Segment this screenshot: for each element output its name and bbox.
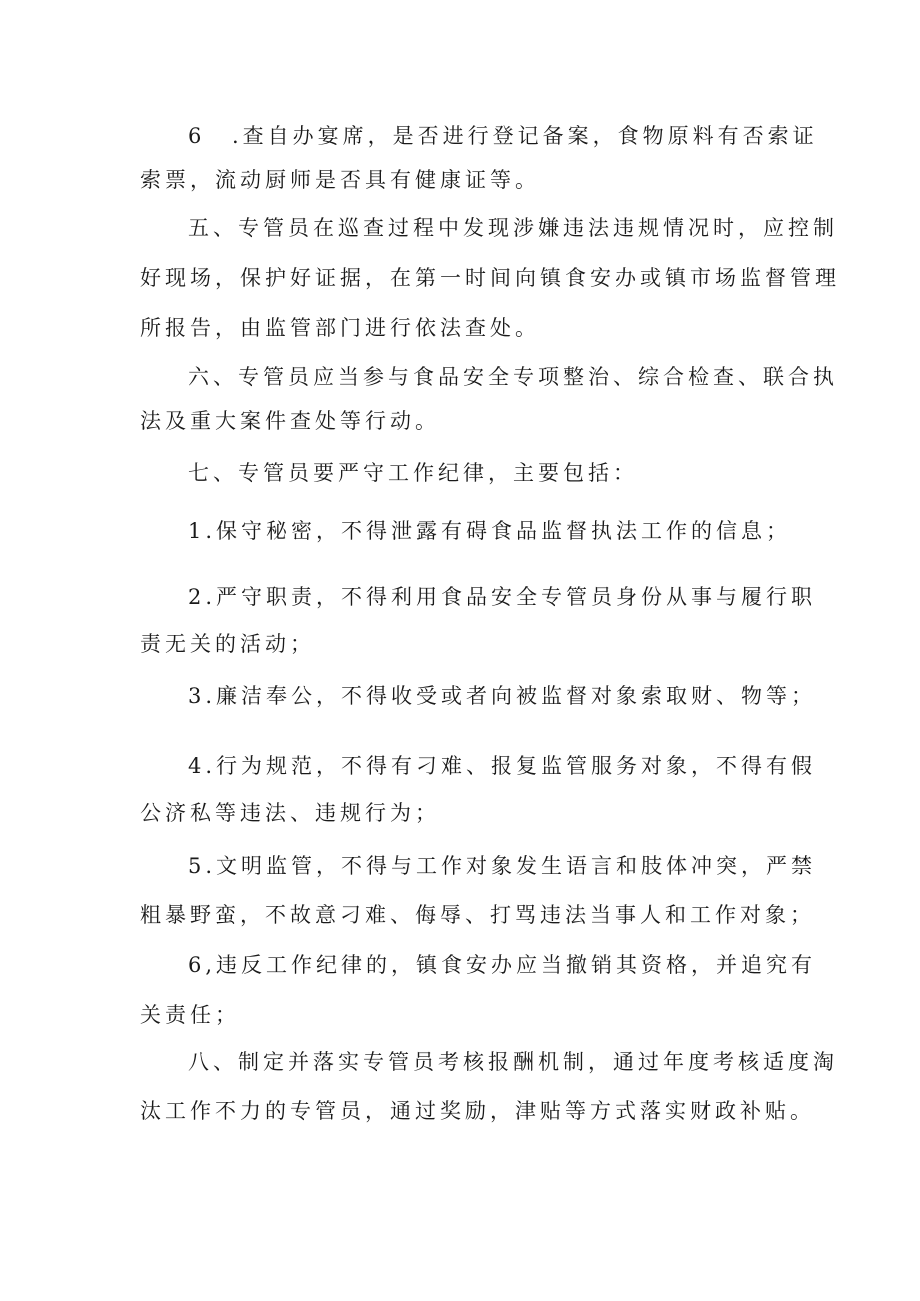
item-2-line-2: 责无关的活动； xyxy=(140,632,315,656)
paragraph-6-line-1 xyxy=(188,124,818,148)
item-3-line-1: 3.廉洁奉公，不得收受或者向被监督对象索取财、物等； xyxy=(188,684,817,708)
section-5-line-2: 好现场，保护好证据，在第一时间向镇食安办或镇市场监督管理 xyxy=(140,266,840,290)
item-1-line-1: 1.保守秘密，不得泄露有碍食品监督执法工作的信息； xyxy=(188,519,792,543)
item-4-line-1: 4.行为规范，不得有刁难、报复监管服务对象，不得有假 xyxy=(188,754,817,778)
item-2-line-1: 2.严守职责，不得利用食品安全专管员身份从事与履行职 xyxy=(188,585,817,609)
section-5-line-3: 所报告，由监管部门进行依法查处。 xyxy=(140,316,540,340)
section-8-line-2: 汰工作不力的专管员，通过奖励，津贴等方式落实财政补贴。 xyxy=(140,1099,815,1123)
item-6-line-1: 6,违反工作纪律的，镇食安办应当撤销其资格，并追究有 xyxy=(188,953,817,977)
paragraph-6-text: .查自办宴席，是否进行登记备案，食物原料有否索证 xyxy=(232,124,818,148)
section-7-heading: 七、专管员要严守工作纪律，主要包括： xyxy=(188,461,638,485)
item-4-line-2: 公济私等违法、违规行为； xyxy=(140,801,440,825)
section-5-line-1: 五、专管员在巡查过程中发现涉嫌违法违规情况时，应控制 xyxy=(188,216,838,240)
paragraph-6-line-2: 索票，流动厨师是否具有健康证等。 xyxy=(140,168,540,192)
section-6-line-2: 法及重大案件查处等行动。 xyxy=(140,409,440,433)
item-6-line-2: 关责任； xyxy=(140,1003,240,1027)
section-6-line-1: 六、专管员应当参与食品安全专项整治、综合检查、联合执 xyxy=(188,365,838,389)
paragraph-6-number: 6 xyxy=(188,124,206,148)
section-8-line-1: 八、制定并落实专管员考核报酬机制，通过年度考核适度淘 xyxy=(188,1050,838,1074)
item-5-line-1: 5.文明监管，不得与工作对象发生语言和肢体冲突，严禁 xyxy=(188,854,817,878)
item-5-line-2: 粗暴野蛮，不故意刁难、侮辱、打骂违法当事人和工作对象； xyxy=(140,903,815,927)
